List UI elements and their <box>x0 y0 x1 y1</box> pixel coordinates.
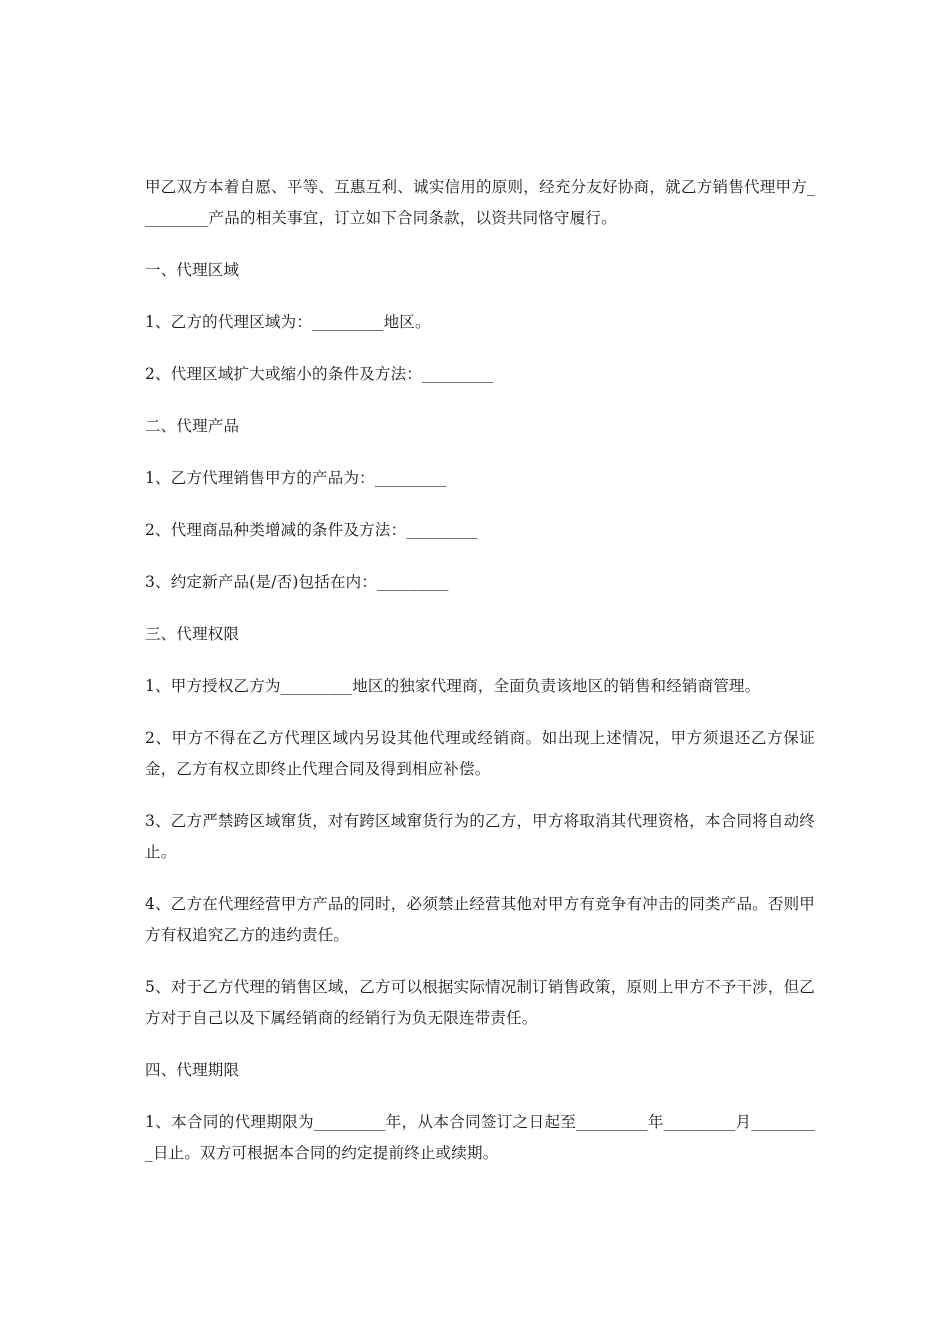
section-2-heading: 二、代理产品 <box>145 417 240 435</box>
section-3-item-4: 4、乙方在代理经营甲方产品的同时，必须禁止经营其他对甲方有竞争有冲击的同类产品。否则甲方有权追究乙方的违约责任。 <box>145 895 815 944</box>
section-4-item-1: 1、本合同的代理期限为_________年，从本合同签订之日起至_________年_________月_________日止。双方可根据本合同的约定提前终止或续期。 <box>145 1113 815 1162</box>
section-2-item-3: 3、约定新产品(是/否)包括在内：_________ <box>145 573 449 591</box>
section-1-item-2: 2、代理区域扩大或缩小的条件及方法：_________ <box>145 365 494 383</box>
section-1-item-1: 1、乙方的代理区域为：_________地区。 <box>145 313 431 331</box>
section-3-item-1: 1、甲方授权乙方为_________地区的独家代理商，全面负责该地区的销售和经销商管理。 <box>145 677 761 695</box>
section-3-item-2: 2、甲方不得在乙方代理区域内另设其他代理或经销商。如出现上述情况，甲方须退还乙方保证金，乙方有权立即终止代理合同及得到相应补偿。 <box>145 729 815 778</box>
intro-paragraph: 甲乙双方本着自愿、平等、互惠互利、诚实信用的原则，经充分友好协商，就乙方销售代理甲方_________产品的相关事宜，订立如下合同条款，以资共同恪守履行。 <box>145 178 815 227</box>
section-4-heading: 四、代理期限 <box>145 1061 240 1079</box>
section-3-item-3: 3、乙方严禁跨区域窜货，对有跨区域窜货行为的乙方，甲方将取消其代理资格，本合同将自动终止。 <box>145 812 815 861</box>
section-2-item-2: 2、代理商品种类增减的条件及方法：_________ <box>145 521 478 539</box>
section-3-heading: 三、代理权限 <box>145 625 240 643</box>
contract-body <box>145 172 815 1169</box>
section-2-item-1: 1、乙方代理销售甲方的产品为：_________ <box>145 469 447 487</box>
section-3-item-5: 5、对于乙方代理的销售区域，乙方可以根据实际情况制订销售政策，原则上甲方不予干涉，但乙方对于自己以及下属经销商的经销行为负无限连带责任。 <box>145 978 815 1027</box>
section-1-heading: 一、代理区域 <box>145 261 240 279</box>
